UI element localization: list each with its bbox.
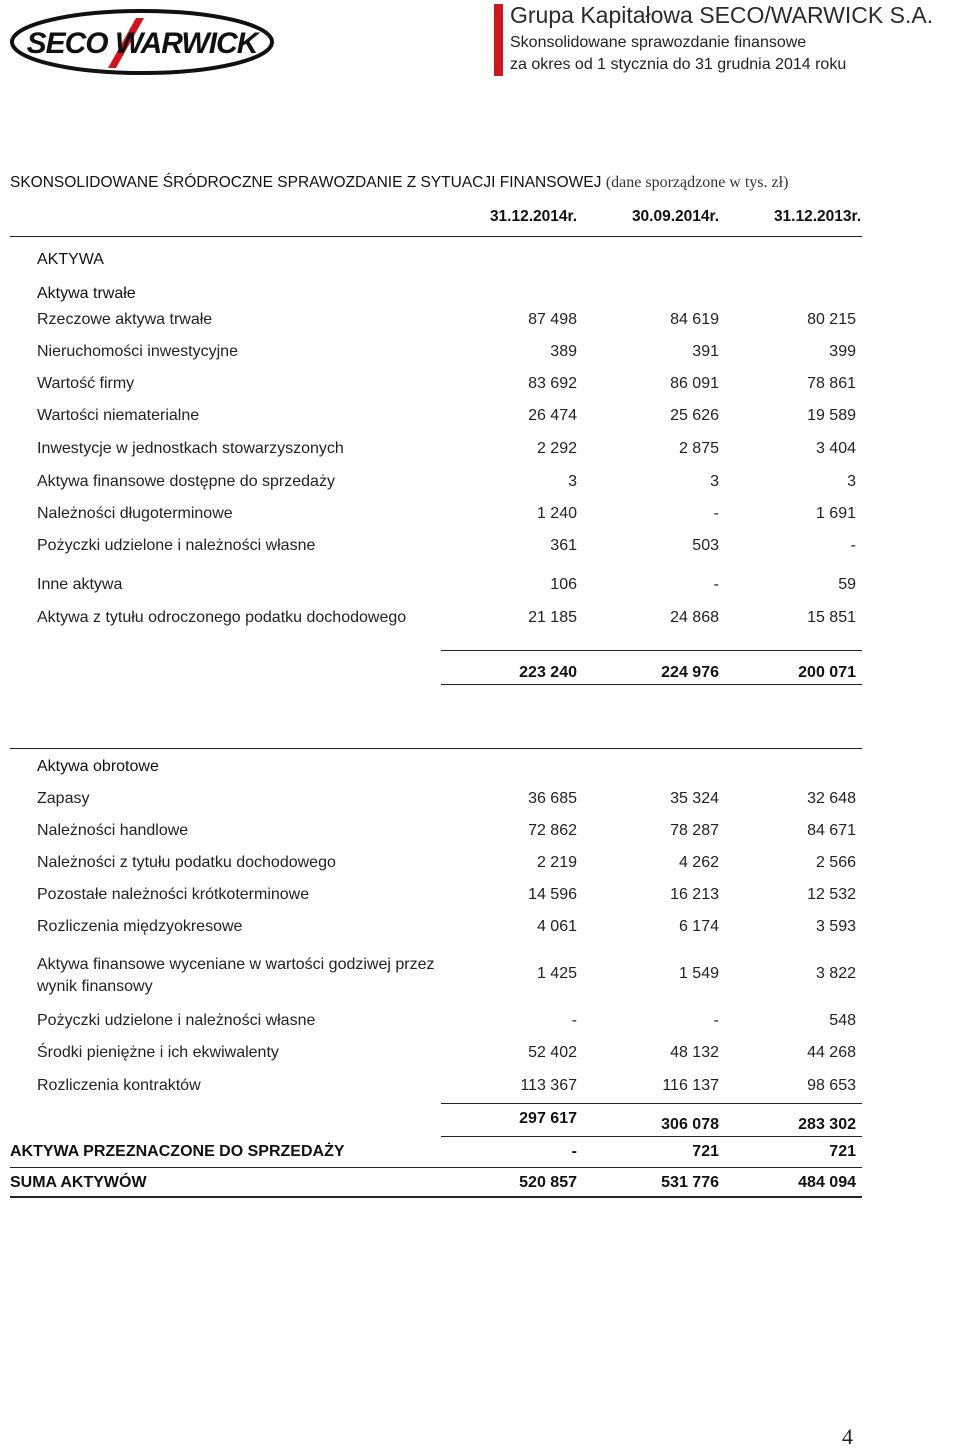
value-2014-12: - [571,1143,577,1160]
seco-warwick-logo-icon [8,6,276,78]
company-logo [8,6,276,78]
column-header-2013-12: 31.12.2013r. [773,208,861,225]
value-2013-12: 3 593 [815,918,856,935]
row-label: Aktywa finansowe dostępne do sprzedaży [37,473,335,490]
value-2014-12: 83 692 [528,375,577,392]
value-2014-12: 2 219 [536,854,577,871]
row-label: Pożyczki udzielone i należności własne [37,1012,316,1029]
value-2014-12: 87 498 [528,311,577,328]
value-2014-12: - [571,1012,577,1029]
fixed-total-2013-12: 200 071 [798,664,856,681]
row-label: Inwestycje w jednostkach stowarzyszonych [37,440,344,457]
value-2014-09: - [713,505,719,522]
table-row [0,311,960,341]
value-2013-12: 484 094 [798,1174,856,1191]
table-row [0,790,960,820]
fixed-total-rule [441,650,862,651]
value-2014-09: 531 776 [661,1174,719,1191]
value-2014-09: - [713,1012,719,1029]
section-fixed-assets: Aktywa trwałe [37,285,136,302]
value-2014-12: 1 240 [536,505,577,522]
statement-title-main: SKONSOLIDOWANE ŚRÓDROCZNE SPRAWOZDANIE Z SYTUACJI FINANSOWEJ [10,174,602,191]
value-2014-09: 35 324 [670,790,719,807]
row-label: Wartość firmy [37,375,135,392]
column-header-2014-09: 30.09.2014r. [631,208,719,225]
row-label: Należności handlowe [37,822,189,839]
section-aktywa: AKTYWA [37,251,104,268]
row-label: SUMA AKTYWÓW [10,1174,147,1191]
table-row [0,609,960,639]
value-2013-12: 78 861 [807,375,856,392]
value-2013-12: 80 215 [807,311,856,328]
table-row [0,440,960,470]
current-total-2013-12: 283 302 [798,1116,856,1133]
value-2013-12: 44 268 [807,1044,856,1061]
value-2014-09: 25 626 [670,407,719,424]
fixed-total-underline [441,684,862,685]
column-header-2014-12: 31.12.2014r. [489,208,577,225]
value-2014-09: 86 091 [670,375,719,392]
table-row [0,918,960,948]
value-2013-12: 3 822 [815,965,856,982]
report-subtitle: Skonsolidowane sprawozdanie finansowe [510,34,807,51]
row-label: Środki pieniężne i ich ekwiwalenty [37,1044,279,1061]
row-label: Pozostałe należności krótkoterminowe [37,886,310,903]
value-2014-09: - [713,576,719,593]
header-accent-bar [494,4,503,76]
value-2014-09: 391 [692,343,719,360]
svg-text:SECO WARWICK: SECO WARWICK [26,27,258,60]
table-row [0,822,960,852]
table-row [0,375,960,405]
value-2014-12: 14 596 [528,886,577,903]
value-2013-12: 98 653 [807,1077,856,1094]
value-2014-12: 72 862 [528,822,577,839]
value-2014-12: 26 474 [528,407,577,424]
total-assets-underline [10,1196,862,1198]
value-2014-12: 1 425 [536,965,577,982]
row-label: Aktywa z tytułu odroczonego podatku dochodowego [37,609,407,626]
statement-title [10,174,788,192]
value-2014-09: 48 132 [670,1044,719,1061]
value-2014-09: 84 619 [670,311,719,328]
value-2014-12: 520 857 [519,1174,577,1191]
statement-units-note: (dane sporządzone w tys. zł) [605,174,789,191]
value-2013-12: 59 [838,576,856,593]
value-2013-12: 721 [829,1143,856,1160]
value-2014-09: 721 [692,1143,719,1160]
fixed-total-2014-12: 223 240 [519,664,577,681]
table-row-total-assets [0,1174,960,1204]
value-2014-09: 116 137 [662,1077,719,1094]
value-2014-09: 24 868 [670,609,719,626]
table-row [0,473,960,503]
row-label-line: wynik finansowy [37,978,153,995]
row-label: Wartości niematerialne [37,407,200,424]
value-2013-12: 84 671 [807,822,856,839]
value-2014-09: 1 549 [678,965,719,982]
table-row [0,1012,960,1042]
table-row [0,1044,960,1074]
value-2014-09: 503 [692,537,719,554]
current-total-rule [441,1103,862,1104]
company-name: Grupa Kapitałowa SECO/WARWICK S.A. [510,2,934,28]
current-section-rule [10,748,862,749]
value-2014-09: 78 287 [670,822,719,839]
table-row [0,343,960,373]
table-row [0,537,960,567]
value-2014-09: 16 213 [670,886,719,903]
section-current-assets: Aktywa obrotowe [37,758,159,775]
row-label: Rozliczenia międzyokresowe [37,918,243,935]
value-2013-12: 399 [829,343,856,360]
row-label: Nieruchomości inwestycyjne [37,343,238,360]
current-total-2014-09: 306 078 [661,1116,719,1133]
value-2014-12: 36 685 [528,790,577,807]
table-row [0,505,960,535]
value-2014-09: 4 262 [678,854,719,871]
current-total-2014-12: 297 617 [519,1110,577,1127]
row-label: Rozliczenia kontraktów [37,1077,201,1094]
header-rule [10,236,862,237]
row-label: Należności długoterminowe [37,505,233,522]
value-2014-12: 106 [550,576,577,593]
row-label-line: Aktywa finansowe wyceniane w wartości godziwej przez [37,956,435,973]
row-label: Inne aktywa [37,576,123,593]
row-label: Rzeczowe aktywa trwałe [37,311,213,328]
value-2014-09: 2 875 [678,440,719,457]
table-row [0,407,960,437]
table-row [0,886,960,916]
current-total-underline [441,1136,862,1137]
value-2013-12: - [850,537,856,554]
value-2014-12: 52 402 [528,1044,577,1061]
page-number: 4 [842,1424,853,1449]
value-2014-09: 6 174 [678,918,719,935]
value-2013-12: 548 [829,1012,856,1029]
table-row [0,854,960,884]
value-2014-12: 4 061 [536,918,577,935]
value-2014-12: 2 292 [536,440,577,457]
value-2014-12: 361 [550,537,577,554]
table-row [0,965,960,995]
value-2014-12: 113 367 [520,1077,577,1094]
value-2013-12: 19 589 [807,407,856,424]
row-label: Pożyczki udzielone i należności własne [37,537,316,554]
value-2014-12: 389 [550,343,577,360]
value-2013-12: 15 851 [807,609,856,626]
fixed-total-2014-09: 224 976 [661,664,719,681]
value-2013-12: 1 691 [815,505,856,522]
table-row [0,576,960,606]
row-label: Należności z tytułu podatku dochodowego [37,854,336,871]
value-2013-12: 3 [847,473,856,490]
value-2013-12: 2 566 [815,854,856,871]
value-2014-12: 21 185 [528,609,577,626]
row-label: Zapasy [37,790,90,807]
value-2013-12: 32 648 [807,790,856,807]
value-2013-12: 12 532 [807,886,856,903]
held-for-sale-rule [10,1167,862,1168]
row-label: AKTYWA PRZEZNACZONE DO SPRZEDAŻY [10,1143,345,1160]
value-2013-12: 3 404 [815,440,856,457]
report-period: za okres od 1 stycznia do 31 grudnia 2014 roku [510,56,847,73]
value-2014-09: 3 [710,473,719,490]
table-row-held-for-sale [0,1143,960,1173]
value-2014-12: 3 [568,473,577,490]
